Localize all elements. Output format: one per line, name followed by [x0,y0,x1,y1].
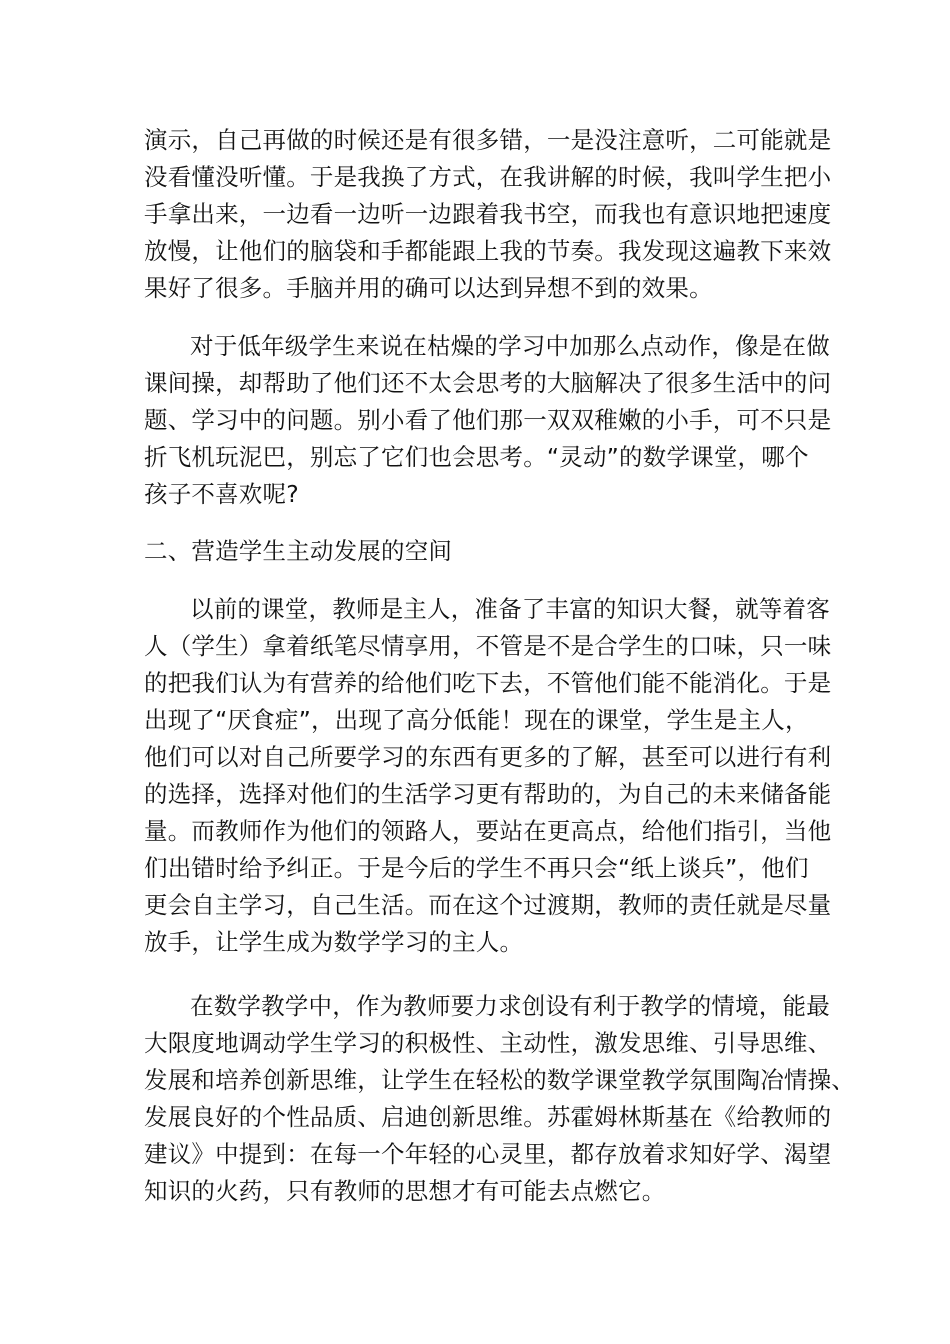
text-line: 放慢，让他们的脑袋和手都能跟上我的节奏。我发现这遍教下来效 [144,237,832,265]
text-line: 发展良好的个性品质、启迪创新思维。苏霍姆林斯基在《给教师的 [144,1103,832,1131]
text-line: 孩子不喜欢呢? [144,480,299,508]
text-line: 的把我们认为有营养的给他们吃下去，不管他们能不能消化。于是 [144,669,832,697]
text-line: 放手，让学生成为数学学习的主人。 [144,928,524,956]
text-line: 手拿出来，一边看一边听一边跟着我书空，而我也有意识地把速度 [144,200,832,228]
text-line: 果好了很多。手脑并用的确可以达到异想不到的效果。 [144,274,713,302]
text-line: 题、学习中的问题。别小看了他们那一双双稚嫩的小手，可不只是 [144,406,832,434]
text-line: 的选择，选择对他们的生活学习更有帮助的，为自己的未来储备能 [144,780,832,808]
text-line: 更会自主学习，自己生活。而在这个过渡期，教师的责任就是尽量 [144,891,832,919]
text-line: 出现了“厌食症”，出现了高分低能！现在的课堂，学生是主人， [144,706,809,734]
text-line: 建议》中提到：在每一个年轻的心灵里，都存放着求知好学、渴望 [144,1140,832,1168]
text-line: 没看懂没听懂。于是我换了方式，在我讲解的时候，我叫学生把小 [144,163,832,191]
section-heading: 二、营造学生主动发展的空间 [144,537,453,565]
text-line: 在数学教学中，作为教师要力求创设有利于教学的情境，能最 [190,992,830,1020]
text-line: 大限度地调动学生学习的积极性、主动性，激发思维、引导思维、 [144,1029,832,1057]
text-line: 们出错时给予纠正。于是今后的学生不再只会“纸上谈兵”，他们 [144,854,809,882]
text-line: 以前的课堂，教师是主人，准备了丰富的知识大餐，就等着客 [190,595,830,623]
text-line: 人（学生）拿着纸笔尽情享用，不管是不是合学生的口味，只一味 [144,632,832,660]
text-line: 课间操，却帮助了他们还不太会思考的大脑解决了很多生活中的问 [144,369,832,397]
text-line: 他们可以对自己所要学习的东西有更多的了解，甚至可以进行有利 [144,743,832,771]
text-line: 量。而教师作为他们的领路人，要站在更高点，给他们指引，当他 [144,817,832,845]
text-line: 折飞机玩泥巴，别忘了它们也会思考。“灵动”的数学课堂，哪个 [144,443,809,471]
text-line: 演示，自己再做的时候还是有很多错，一是没注意听，二可能就是 [144,126,832,154]
text-line: 知识的火药，只有教师的思想才有可能去点燃它。 [144,1177,666,1205]
text-line: 对于低年级学生来说在枯燥的学习中加那么点动作，像是在做 [190,332,830,360]
text-line: 发展和培养创新思维，让学生在轻松的数学课堂教学氛围陶冶情操、 [144,1066,855,1094]
